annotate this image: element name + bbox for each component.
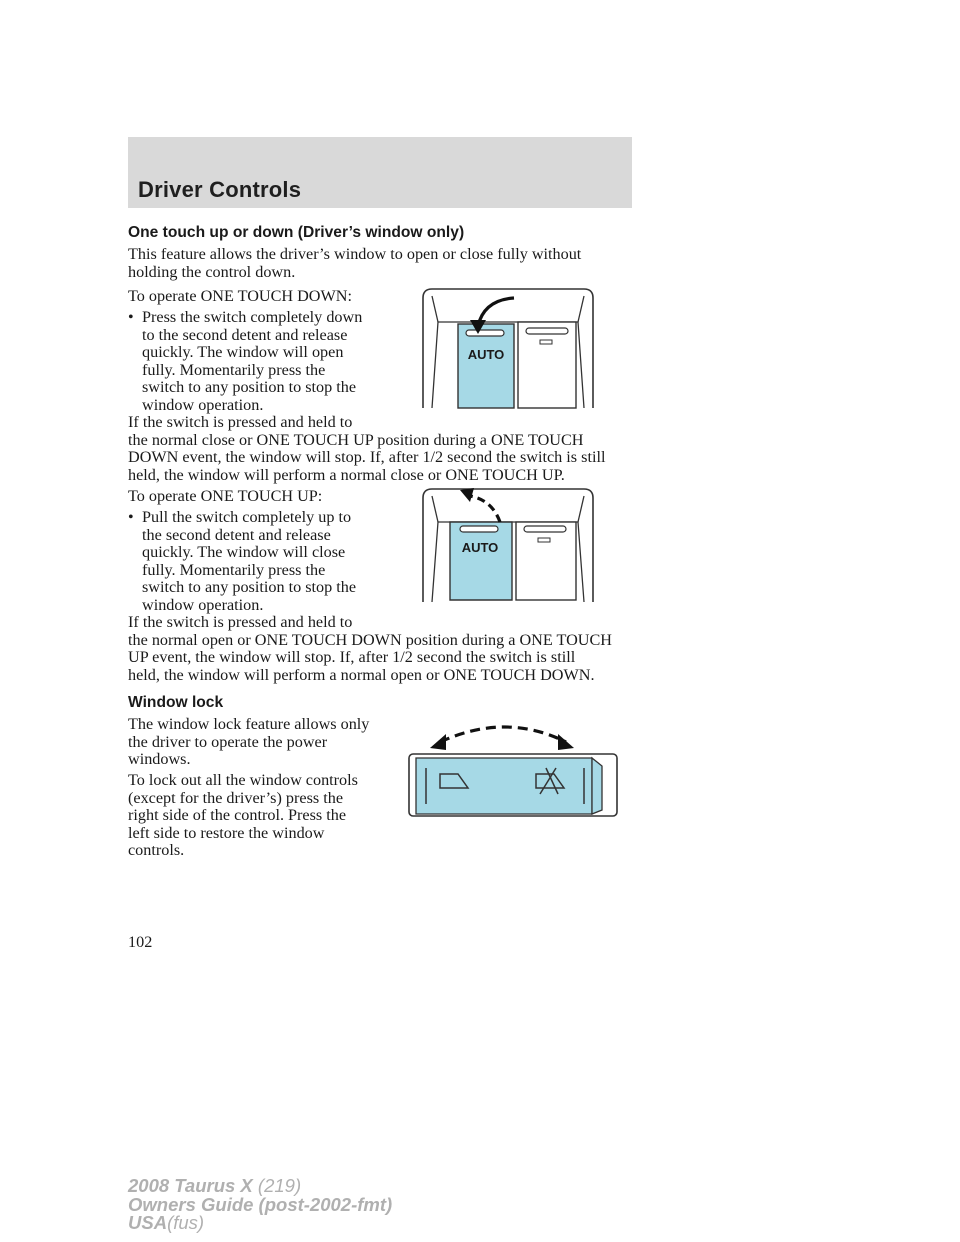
note-line: held, the window will perform a normal open or ONE TOUCH DOWN. — [128, 665, 595, 684]
paragraph-line: left side to restore the window — [128, 823, 325, 842]
footer-region-code: (fus) — [167, 1212, 205, 1233]
bullet-line: quickly. The window will close — [142, 543, 346, 561]
paragraph-line: (except for the driver’s) press the — [128, 788, 343, 807]
section-header-band — [128, 137, 632, 208]
auto-label: AUTO — [461, 540, 499, 555]
bullet-icon: • — [128, 309, 134, 326]
paragraph-line: To lock out all the window controls — [128, 771, 358, 789]
one-touch-down-label: To operate ONE TOUCH DOWN: — [128, 287, 352, 305]
note-line: If the switch is pressed and held to — [128, 613, 353, 631]
footer-model: 2008 Taurus X — [128, 1175, 253, 1196]
auto-label: AUTO — [467, 347, 505, 362]
one-touch-down-note — [128, 414, 638, 484]
bullet-line: window operation. — [142, 595, 264, 614]
one-touch-up-note — [128, 614, 638, 684]
footer-guide: Owners Guide (post-2002-fmt) — [128, 1193, 393, 1215]
window-lock-paragraph-1 — [128, 716, 398, 769]
footer-model-code: (219) — [257, 1175, 302, 1196]
paragraph-line: right side of the control. Press the — [128, 806, 347, 824]
bullet-line: the second detent and release — [142, 525, 331, 544]
document-footer — [128, 1177, 392, 1233]
bullet-line: fully. Momentarily press the — [142, 560, 326, 579]
bullet-icon: • — [128, 509, 134, 526]
paragraph-line: the driver to operate the power — [128, 732, 328, 751]
bullet-line: window operation. — [142, 395, 264, 414]
note-line: the normal open or ONE TOUCH DOWN position during a ONE TOUCH — [128, 630, 612, 649]
footer-region: USA — [128, 1212, 168, 1233]
bullet-line: Press the switch completely down — [142, 308, 363, 326]
bullet-line: quickly. The window will open — [142, 343, 344, 361]
bullet-line: to the second detent and release — [142, 325, 348, 344]
intro-paragraph: This feature allows the driver’s window to open or close fully without holding the control down. — [128, 245, 582, 281]
one-touch-up-label: To operate ONE TOUCH UP: — [128, 487, 323, 505]
arrow-left-icon — [430, 734, 446, 750]
arrow-right-icon — [558, 734, 574, 750]
note-line: the normal close or ONE TOUCH UP position during a ONE TOUCH — [128, 430, 584, 449]
paragraph-line: controls. — [128, 841, 185, 859]
one-touch-up-switch-illustration — [420, 486, 596, 604]
window-lock-switch-illustration — [406, 718, 622, 820]
bullet-line: fully. Momentarily press the — [142, 360, 326, 379]
page-number: 102 — [128, 933, 153, 951]
one-touch-down-switch-illustration — [420, 286, 596, 410]
note-line: If the switch is pressed and held to — [128, 413, 353, 431]
subsection-heading-one-touch: One touch up or down (Driver’s window only) — [128, 224, 465, 241]
bullet-line: switch to any position to stop the — [142, 578, 357, 596]
subsection-heading-window-lock: Window lock — [128, 694, 224, 711]
section-title: Driver Controls — [138, 177, 302, 202]
bullet-line: switch to any position to stop the — [142, 378, 357, 396]
bullet-line: Pull the switch completely up to — [142, 508, 352, 526]
note-line: held, the window will perform a normal close or ONE TOUCH UP. — [128, 465, 565, 484]
paragraph-line: windows. — [128, 750, 191, 768]
arrow-up-icon — [460, 488, 474, 502]
window-lock-paragraph-2 — [128, 772, 398, 860]
note-line: UP event, the window will stop. If, after 1/2 second the switch is still — [128, 648, 576, 666]
note-line: DOWN event, the window will stop. If, after 1/2 second the switch is still — [128, 448, 606, 466]
paragraph-line: The window lock feature allows only — [128, 715, 370, 733]
